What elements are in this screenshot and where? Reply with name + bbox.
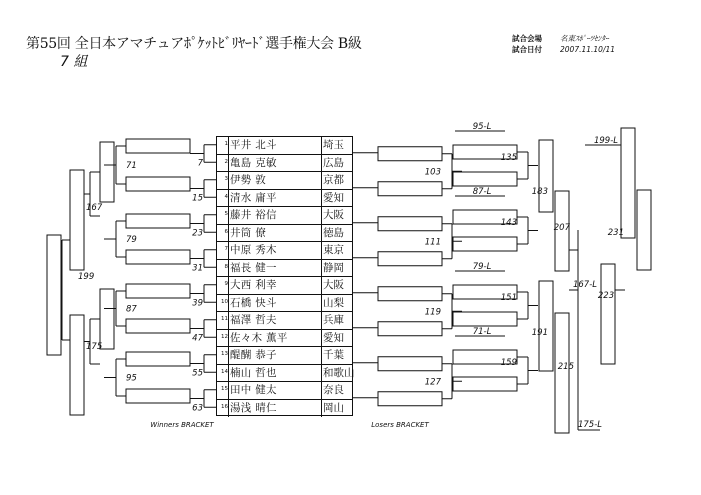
player-seed-number: 9 xyxy=(224,281,228,287)
match-number: 183 xyxy=(531,187,548,197)
player-name: 楠山 哲也 xyxy=(230,366,277,379)
bracket-slot xyxy=(378,357,442,371)
column-divider xyxy=(321,312,322,329)
venue-value: 名東ｽﾎﾟｰﾂｾﾝﾀｰ xyxy=(560,34,609,43)
column-divider xyxy=(228,382,229,399)
bracket-slot xyxy=(539,140,553,212)
winners-bracket-label: Winners BRACKET xyxy=(150,421,214,429)
player-seed-number: 16 xyxy=(221,403,228,410)
player-prefecture: 静岡 xyxy=(323,261,344,274)
player-prefecture: 愛知 xyxy=(323,191,344,204)
match-number: 23 xyxy=(192,228,203,239)
column-divider xyxy=(228,295,229,312)
bracket-slot xyxy=(100,142,114,202)
player-prefecture: 兵庫 xyxy=(323,314,344,326)
column-divider xyxy=(228,365,229,382)
column-divider xyxy=(321,155,322,172)
column-divider xyxy=(321,225,322,242)
match-number: 143 xyxy=(500,218,517,228)
match-number: 175 xyxy=(86,342,103,352)
player-name: 石橋 快斗 xyxy=(230,296,277,309)
match-number: 191 xyxy=(531,328,548,338)
column-divider xyxy=(321,347,322,364)
player-row xyxy=(217,137,352,155)
player-row xyxy=(217,277,352,295)
drop-in-label: 79-L xyxy=(472,262,492,272)
player-row xyxy=(217,260,352,278)
drop-in-label: 95-L xyxy=(472,122,492,132)
player-seed-number: 15 xyxy=(221,386,228,392)
page-title: 第55回 全日本アマチュアﾎﾟｹｯﾄﾋﾞﾘﾔｰﾄﾞ選手権大会 B級 xyxy=(26,36,362,52)
bracket-slot xyxy=(555,313,569,433)
column-divider xyxy=(321,382,322,399)
venue-label: 試合会場 xyxy=(512,34,542,43)
bracket-slot xyxy=(453,237,517,251)
player-seed-number: 1 xyxy=(224,141,228,147)
player-seed-number: 3 xyxy=(224,176,228,182)
player-name: 亀島 克敏 xyxy=(230,156,277,169)
column-divider xyxy=(321,190,322,207)
bracket-slot xyxy=(378,217,442,231)
column-divider xyxy=(228,172,229,189)
player-seed-number: 5 xyxy=(224,211,228,217)
column-divider xyxy=(321,400,322,418)
column-divider xyxy=(321,365,322,382)
match-number: 63 xyxy=(192,403,203,414)
player-name: 大西 利幸 xyxy=(230,279,277,291)
column-divider xyxy=(228,347,229,364)
match-number: 55 xyxy=(192,368,203,379)
column-divider xyxy=(228,225,229,242)
column-divider xyxy=(321,137,322,154)
match-number: 7 xyxy=(197,158,203,169)
match-number: 167 xyxy=(86,203,103,213)
bracket-slot xyxy=(378,147,442,161)
player-row xyxy=(217,347,352,365)
player-prefecture: 大阪 xyxy=(323,279,344,291)
column-divider xyxy=(321,172,322,189)
bracket-slot xyxy=(126,319,190,333)
match-number: 111 xyxy=(424,237,441,248)
match-number: 223 xyxy=(597,291,615,301)
bracket-slot xyxy=(453,377,517,391)
player-prefecture: 京都 xyxy=(323,174,344,186)
column-divider xyxy=(228,277,229,294)
player-prefecture: 岡山 xyxy=(323,401,344,414)
player-seed-number: 2 xyxy=(224,158,228,165)
player-roster xyxy=(216,136,353,416)
column-divider xyxy=(228,137,229,154)
player-seed-number: 7 xyxy=(224,246,228,252)
match-number: 95 xyxy=(126,373,137,384)
bracket-slot xyxy=(70,170,84,270)
column-divider xyxy=(321,260,322,277)
player-prefecture: 山梨 xyxy=(323,296,344,309)
player-name: 福澤 哲夫 xyxy=(230,314,277,326)
match-number: 215 xyxy=(557,362,574,372)
match-number: 231 xyxy=(607,228,624,238)
match-number: 47 xyxy=(192,333,203,344)
player-row xyxy=(217,207,352,225)
player-row xyxy=(217,382,352,400)
player-row xyxy=(217,295,352,313)
player-name: 藤井 裕信 xyxy=(230,209,277,221)
bracket-slot xyxy=(621,128,635,238)
player-prefecture: 奈良 xyxy=(323,384,344,396)
player-name: 清水 庸平 xyxy=(230,191,277,204)
match-number: 39 xyxy=(192,298,203,309)
player-seed-number: 4 xyxy=(224,193,228,200)
bracket-slot xyxy=(126,250,190,264)
player-row xyxy=(217,190,352,208)
player-prefecture: 千葉 xyxy=(323,349,344,361)
player-prefecture: 東京 xyxy=(323,244,344,256)
bracket-slot xyxy=(378,287,442,301)
player-prefecture: 広島 xyxy=(323,156,344,169)
match-number: 71 xyxy=(126,161,137,171)
drop-in-label: 175-L xyxy=(577,420,603,430)
player-name: 湯浅 晴仁 xyxy=(230,401,277,414)
bracket-slot xyxy=(126,284,190,298)
column-divider xyxy=(321,242,322,259)
bracket-slot xyxy=(453,172,517,186)
player-name: 田中 健太 xyxy=(230,384,277,396)
match-number: 15 xyxy=(192,193,203,204)
column-divider xyxy=(321,207,322,224)
match-number: 135 xyxy=(500,153,517,163)
bracket-slot xyxy=(100,289,114,349)
player-seed-number: 13 xyxy=(221,351,228,357)
column-divider xyxy=(228,312,229,329)
date-label: 試合日付 xyxy=(512,45,542,54)
match-number: 103 xyxy=(424,167,441,178)
column-divider xyxy=(321,330,322,347)
player-row xyxy=(217,155,352,173)
player-seed-number: 11 xyxy=(221,316,228,322)
bracket-slot xyxy=(47,235,61,355)
column-divider xyxy=(228,207,229,224)
group-label: 7 組 xyxy=(60,54,88,70)
date-value: 2007.11.10/11 xyxy=(560,45,616,54)
bracket-slot xyxy=(126,352,190,366)
bracket-slot xyxy=(601,264,615,364)
bracket-slot xyxy=(378,322,442,336)
match-number: 159 xyxy=(500,358,517,368)
player-row xyxy=(217,225,352,243)
bracket-slot xyxy=(126,177,190,191)
player-name: 伊勢 敦 xyxy=(230,174,267,186)
bracket-slot xyxy=(378,182,442,196)
drop-in-label: 71-L xyxy=(472,327,492,337)
bracket-slot xyxy=(378,252,442,266)
player-name: 福長 健一 xyxy=(230,261,277,274)
bracket-slot xyxy=(378,392,442,406)
player-row xyxy=(217,330,352,348)
player-name: 佐々木 薫平 xyxy=(230,331,288,344)
column-divider xyxy=(228,260,229,277)
player-row xyxy=(217,400,352,418)
player-name: 平井 北斗 xyxy=(230,139,277,151)
drop-in-label: 87-L xyxy=(472,187,492,197)
column-divider xyxy=(321,295,322,312)
match-number: 31 xyxy=(192,263,203,274)
match-number: 79 xyxy=(126,235,137,245)
column-divider xyxy=(321,277,322,294)
bracket-slot xyxy=(126,214,190,228)
match-number: 127 xyxy=(424,377,441,388)
player-prefecture: 大阪 xyxy=(323,209,344,221)
column-divider xyxy=(228,330,229,347)
player-name: 中原 秀木 xyxy=(230,244,277,256)
player-seed-number: 6 xyxy=(224,228,228,235)
player-prefecture: 埼玉 xyxy=(323,139,344,151)
match-number: 87 xyxy=(126,304,137,315)
player-row xyxy=(217,312,352,330)
bracket-slot xyxy=(637,190,651,270)
player-prefecture: 和歌山 xyxy=(323,366,355,379)
player-name: 醍醐 恭子 xyxy=(230,349,277,361)
bracket-slot xyxy=(126,389,190,403)
bracket-slot xyxy=(126,139,190,153)
player-seed-number: 14 xyxy=(221,368,228,375)
losers-bracket-label: Losers BRACKET xyxy=(371,421,429,429)
player-seed-number: 8 xyxy=(224,263,228,270)
match-number: 199 xyxy=(78,272,95,282)
column-divider xyxy=(228,190,229,207)
column-divider xyxy=(228,400,229,418)
player-row xyxy=(217,242,352,260)
match-number: 207 xyxy=(553,223,570,233)
bracket-slot xyxy=(453,312,517,326)
drop-in-label: 167-L xyxy=(572,280,598,290)
player-prefecture: 愛知 xyxy=(323,331,344,344)
drop-in-label: 199-L xyxy=(593,136,619,146)
player-row xyxy=(217,172,352,190)
bracket-slot xyxy=(539,281,553,371)
bracket-slot xyxy=(70,315,84,415)
player-seed-number: 10 xyxy=(221,298,228,305)
player-prefecture: 徳島 xyxy=(323,226,344,239)
player-name: 井筒 僚 xyxy=(230,226,267,239)
match-number: 119 xyxy=(424,307,441,318)
column-divider xyxy=(228,242,229,259)
match-number: 151 xyxy=(500,293,517,303)
player-row xyxy=(217,365,355,383)
player-seed-number: 12 xyxy=(221,333,228,340)
column-divider xyxy=(228,155,229,172)
